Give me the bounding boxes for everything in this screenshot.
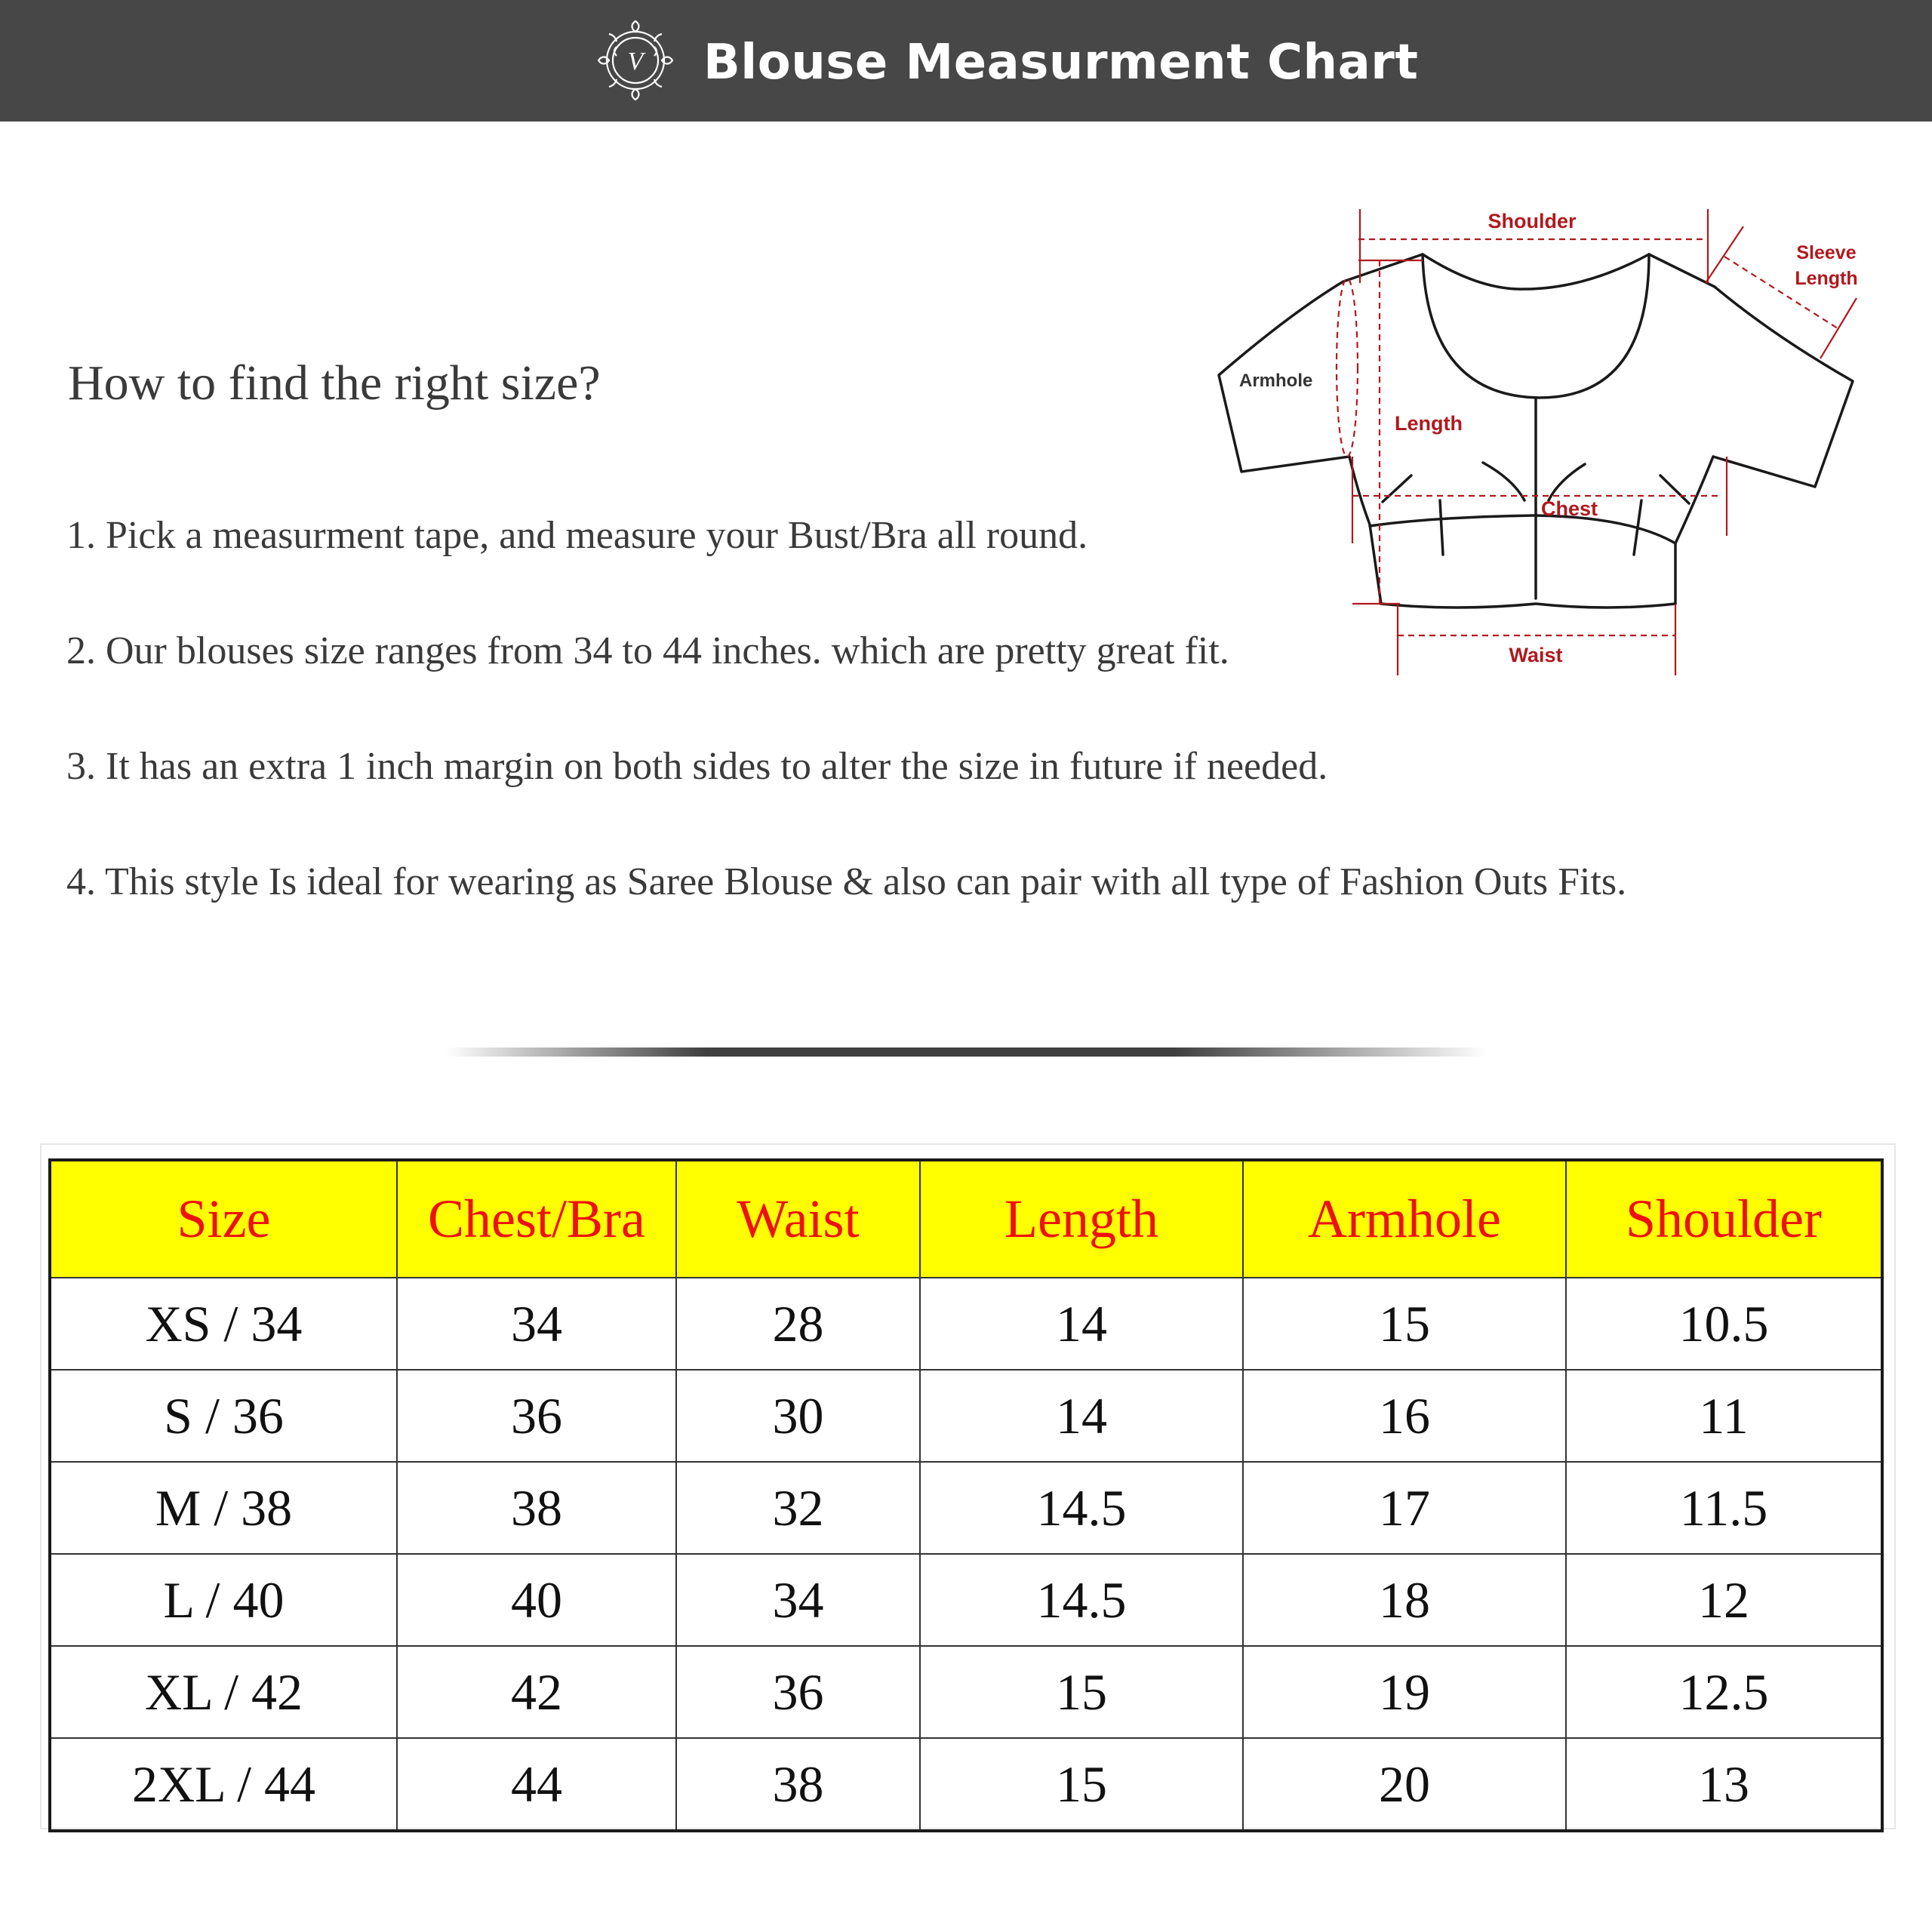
size-cell: XL / 42 [50,1646,397,1738]
brand-logo-letter: V [627,48,644,75]
instruction-step-3: 3. It has an extra 1 inch margin on both sides to alter the size in future if needed. [66,745,1328,788]
size-cell: 2XL / 44 [50,1738,397,1831]
length-cell: 15 [920,1646,1243,1738]
size-cell: XS / 34 [50,1278,397,1370]
waist-cell: 38 [676,1738,920,1831]
chest-label: Chest [1541,497,1598,520]
blouse-measurement-diagram [1208,200,1902,683]
chest-cell: 38 [397,1462,676,1554]
table-row [50,1646,1882,1738]
instruction-step-4: 4. This style Is ideal for wearing as Saree Blouse & also can pair with all type of Fashion Outs Fits. [66,860,1627,903]
table-row [50,1554,1882,1646]
size-guide-question: How to find the right size? [68,355,601,411]
table-row [50,1278,1882,1370]
shoulder-cell: 12 [1566,1554,1882,1646]
waist-label: Waist [1509,644,1563,666]
shoulder-label: Shoulder [1487,210,1577,232]
column-header-armhole: Armhole [1243,1160,1566,1278]
shoulder-cell: 12.5 [1566,1646,1882,1738]
sleeve-length-label-line2: Length [1795,268,1858,289]
chest-cell: 44 [397,1738,676,1831]
column-header-chest: Chest/Bra [397,1160,676,1278]
armhole-cell: 18 [1243,1554,1566,1646]
length-cell: 14 [920,1278,1243,1370]
shoulder-cell: 11 [1566,1370,1882,1462]
column-header-shoulder: Shoulder [1566,1160,1882,1278]
brand-logo-icon [594,15,677,106]
length-label: Length [1395,412,1463,435]
armhole-cell: 17 [1243,1462,1566,1554]
instruction-step-2: 2. Our blouses size ranges from 34 to 44 inches. which are pretty great fit. [66,629,1229,672]
waist-cell: 34 [676,1554,920,1646]
size-cell: L / 40 [50,1554,397,1646]
length-cell: 15 [920,1738,1243,1831]
header-bar [0,0,1932,122]
length-cell: 14 [920,1370,1243,1462]
size-cell: S / 36 [50,1370,397,1462]
armhole-cell: 20 [1243,1738,1566,1831]
length-cell: 14.5 [920,1554,1243,1646]
chest-cell: 34 [397,1278,676,1370]
table-row [50,1370,1882,1462]
column-header-size: Size [50,1160,397,1278]
armhole-cell: 15 [1243,1278,1566,1370]
sleeve-length-label-line1: Sleeve [1796,242,1857,263]
chest-cell: 36 [397,1370,676,1462]
shoulder-cell: 13 [1566,1738,1882,1831]
chest-cell: 40 [397,1554,676,1646]
waist-cell: 32 [676,1462,920,1554]
blouse-outline [1219,254,1853,608]
size-chart-table [48,1158,1884,1832]
section-divider [445,1048,1487,1057]
chest-cell: 42 [397,1646,676,1738]
table-row [50,1462,1882,1554]
page-title: Blouse Measurment Chart [703,35,1419,91]
shoulder-cell: 11.5 [1566,1462,1882,1554]
column-header-length: Length [920,1160,1243,1278]
armhole-cell: 16 [1243,1370,1566,1462]
column-header-waist: Waist [676,1160,920,1278]
shoulder-cell: 10.5 [1566,1278,1882,1370]
size-cell: M / 38 [50,1462,397,1554]
waist-cell: 28 [676,1278,920,1370]
table-header-row [50,1160,1882,1278]
instruction-step-1: 1. Pick a measurment tape, and measure your Bust/Bra all round. [66,514,1088,557]
waist-cell: 30 [676,1370,920,1462]
length-cell: 14.5 [920,1462,1243,1554]
armhole-label: Armhole [1239,371,1313,391]
table-row [50,1738,1882,1831]
waist-cell: 36 [676,1646,920,1738]
armhole-cell: 19 [1243,1646,1566,1738]
